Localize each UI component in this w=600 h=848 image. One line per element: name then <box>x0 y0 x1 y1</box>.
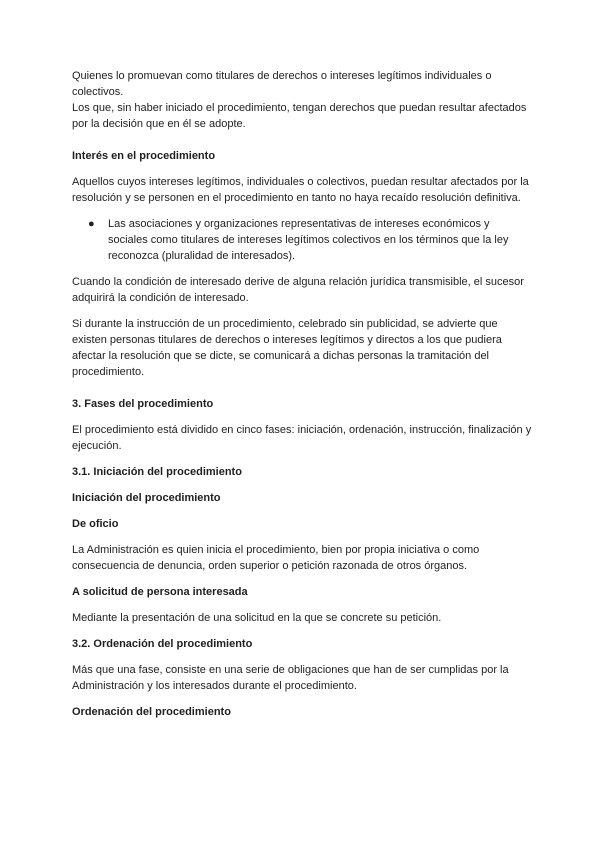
bullet-text: Las asociaciones y organizaciones representativas de intereses económicos y sociales como titulares de intereses legítimos colectivos en los términos que la ley reconozca (pluralidad de interesados). <box>108 218 509 262</box>
iniciacion-heading: 3.1. Iniciación del procedimiento <box>72 466 242 478</box>
intro-paragraph-2: Los que, sin haber iniciado el procedimiento, tengan derechos que puedan resultar afectados por la decisión que en él se adopte. <box>72 102 527 130</box>
document-page <box>72 68 532 720</box>
de-oficio-heading: De oficio <box>72 518 119 530</box>
intro-paragraph-1: Quienes lo promuevan como titulares de derechos o intereses legítimos individuales o colectivos. <box>72 70 492 98</box>
solicitud-heading: A solicitud de persona interesada <box>72 586 248 598</box>
interes-paragraph-1: Aquellos cuyos intereses legítimos, individuales o colectivos, puedan resultar afectados por la resolución y se personen en el procedimiento en tanto no haya recaído resolución definitiva. <box>72 176 529 204</box>
interes-heading: Interés en el procedimiento <box>72 150 216 162</box>
list-item <box>72 216 532 264</box>
ordenacion-paragraph: Más que una fase, consiste en una serie de obligaciones que han de ser cumplidas por la Administración y los interesados durante el procedimiento. <box>72 664 509 692</box>
fases-heading: 3. Fases del procedimiento <box>72 398 214 410</box>
iniciacion-subheading: Iniciación del procedimiento <box>72 492 221 504</box>
interes-paragraph-3: Si durante la instrucción de un procedimiento, celebrado sin publicidad, se advierte que existen personas titulares de derechos o intereses legítimos y directos a los que pudiera afectar la resolución que se dicte, se comunicará a dichas personas la tramitación del procedimiento. <box>72 318 502 378</box>
de-oficio-paragraph: La Administración es quien inicia el procedimiento, bien por propia iniciativa o como consecuencia de denuncia, orden superior o petición razonada de otros órganos. <box>72 544 480 572</box>
fases-paragraph: El procedimiento está dividido en cinco fases: iniciación, ordenación, instrucción, finalización y ejecución. <box>72 424 532 452</box>
solicitud-paragraph: Mediante la presentación de una solicitud en la que se concrete su petición. <box>72 612 442 624</box>
bullet-icon: ● <box>88 218 95 230</box>
interes-paragraph-2: Cuando la condición de interesado derive de alguna relación jurídica transmisible, el sucesor adquirirá la condición de interesado. <box>72 276 524 304</box>
interes-bullet-list <box>72 216 532 264</box>
ordenacion-heading: 3.2. Ordenación del procedimiento <box>72 638 253 650</box>
ordenacion-subheading: Ordenación del procedimiento <box>72 706 231 718</box>
